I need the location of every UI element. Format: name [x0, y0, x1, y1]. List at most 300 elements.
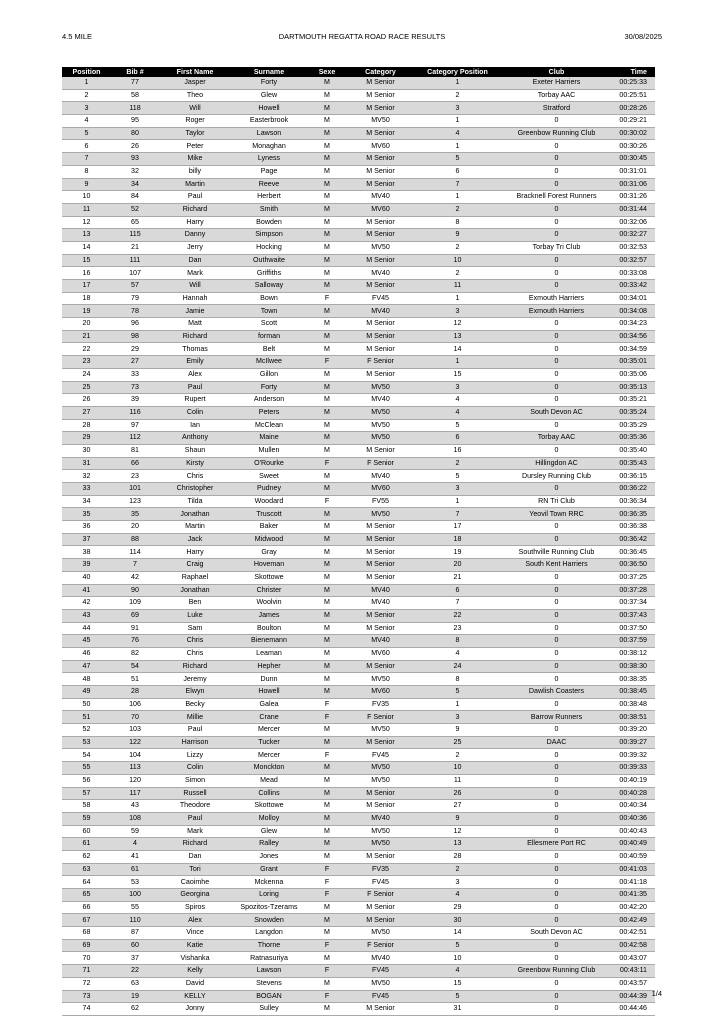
table-row: [62, 457, 655, 470]
club-cell: Greenbow Running Club: [501, 965, 612, 978]
category-cell: M Senior: [347, 546, 414, 559]
club-cell: Stratford: [501, 102, 612, 115]
category-position-cell: 11: [414, 280, 501, 293]
bib-cell: 29: [111, 343, 159, 356]
time-cell: 00:36:50: [612, 559, 655, 572]
bib-cell: 107: [111, 267, 159, 280]
surname-cell: Dunn: [231, 673, 307, 686]
bib-cell: 111: [111, 254, 159, 267]
sex-cell: F: [307, 939, 347, 952]
position-cell: 32: [62, 470, 111, 483]
table-row: [62, 508, 655, 521]
club-cell: Southville Running Club: [501, 546, 612, 559]
category-cell: MV60: [347, 483, 414, 496]
category-cell: MV50: [347, 673, 414, 686]
bib-cell: 76: [111, 635, 159, 648]
club-cell: 0: [501, 280, 612, 293]
surname-cell: Monaghan: [231, 140, 307, 153]
first-name-cell: Vishanka: [159, 952, 231, 965]
bib-cell: 65: [111, 216, 159, 229]
surname-cell: Peters: [231, 406, 307, 419]
category-cell: M Senior: [347, 850, 414, 863]
table-row: [62, 977, 655, 990]
category-position-cell: 2: [414, 863, 501, 876]
sex-cell: M: [307, 483, 347, 496]
club-cell: Dawlish Coasters: [501, 686, 612, 699]
position-cell: 9: [62, 178, 111, 191]
club-cell: 0: [501, 267, 612, 280]
table-row: [62, 952, 655, 965]
table-row: [62, 939, 655, 952]
surname-cell: Howell: [231, 102, 307, 115]
table-row: [62, 241, 655, 254]
table-row: [62, 546, 655, 559]
sex-cell: M: [307, 673, 347, 686]
sex-cell: F: [307, 495, 347, 508]
category-cell: M Senior: [347, 153, 414, 166]
position-cell: 28: [62, 419, 111, 432]
surname-cell: Spozitos-Tzerams: [231, 901, 307, 914]
category-position-cell: 5: [414, 470, 501, 483]
sex-cell: M: [307, 521, 347, 534]
sex-cell: F: [307, 749, 347, 762]
sex-cell: F: [307, 965, 347, 978]
bib-cell: 21: [111, 241, 159, 254]
surname-cell: Gray: [231, 546, 307, 559]
bib-cell: 78: [111, 305, 159, 318]
surname-cell: Herbert: [231, 191, 307, 204]
time-cell: 00:33:08: [612, 267, 655, 280]
time-cell: 00:35:36: [612, 432, 655, 445]
surname-cell: Reeve: [231, 178, 307, 191]
club-cell: 0: [501, 863, 612, 876]
category-cell: MV40: [347, 584, 414, 597]
bib-cell: 81: [111, 444, 159, 457]
time-cell: 00:37:34: [612, 597, 655, 610]
club-cell: Greenbow Running Club: [501, 127, 612, 140]
first-name-cell: Richard: [159, 330, 231, 343]
sex-cell: M: [307, 533, 347, 546]
club-cell: Dursley Running Club: [501, 470, 612, 483]
category-position-cell: 11: [414, 774, 501, 787]
category-position-cell: 5: [414, 939, 501, 952]
category-position-cell: 13: [414, 330, 501, 343]
club-cell: 0: [501, 914, 612, 927]
bib-cell: 112: [111, 432, 159, 445]
results-table: [62, 67, 655, 1016]
position-cell: 71: [62, 965, 111, 978]
time-cell: 00:35:01: [612, 356, 655, 369]
sex-cell: M: [307, 229, 347, 242]
position-cell: 33: [62, 483, 111, 496]
bib-cell: 35: [111, 508, 159, 521]
club-cell: 0: [501, 444, 612, 457]
position-cell: 22: [62, 343, 111, 356]
category-position-cell: 30: [414, 914, 501, 927]
bib-cell: 106: [111, 698, 159, 711]
bib-cell: 33: [111, 368, 159, 381]
category-position-cell: 1: [414, 495, 501, 508]
sex-cell: M: [307, 1003, 347, 1016]
surname-cell: Snowden: [231, 914, 307, 927]
category-cell: FV35: [347, 863, 414, 876]
position-cell: 72: [62, 977, 111, 990]
category-position-cell: 8: [414, 673, 501, 686]
surname-cell: Collins: [231, 787, 307, 800]
bib-cell: 54: [111, 660, 159, 673]
table-row: [62, 825, 655, 838]
surname-cell: McIlwee: [231, 356, 307, 369]
first-name-cell: Chris: [159, 635, 231, 648]
time-cell: 00:35:29: [612, 419, 655, 432]
first-name-cell: Alex: [159, 914, 231, 927]
sex-cell: F: [307, 698, 347, 711]
first-name-cell: Hannah: [159, 292, 231, 305]
category-cell: MV50: [347, 115, 414, 128]
time-cell: 00:31:44: [612, 203, 655, 216]
first-name-cell: Jasper: [159, 77, 231, 89]
club-cell: 0: [501, 622, 612, 635]
sex-cell: F: [307, 292, 347, 305]
club-cell: 0: [501, 597, 612, 610]
category-position-cell: 4: [414, 394, 501, 407]
category-position-cell: 4: [414, 889, 501, 902]
time-cell: 00:38:30: [612, 660, 655, 673]
surname-cell: Town: [231, 305, 307, 318]
bib-cell: 123: [111, 495, 159, 508]
category-position-cell: 5: [414, 419, 501, 432]
bib-cell: 93: [111, 153, 159, 166]
category-cell: MV50: [347, 977, 414, 990]
first-name-cell: Lizzy: [159, 749, 231, 762]
bib-cell: 97: [111, 419, 159, 432]
category-cell: MV40: [347, 597, 414, 610]
category-position-cell: 5: [414, 990, 501, 1003]
surname-cell: Forty: [231, 77, 307, 89]
time-cell: 00:36:15: [612, 470, 655, 483]
col-club-header: Club: [501, 67, 612, 77]
time-cell: 00:31:01: [612, 165, 655, 178]
club-cell: 0: [501, 381, 612, 394]
bib-cell: 108: [111, 812, 159, 825]
category-position-cell: 5: [414, 153, 501, 166]
category-cell: F Senior: [347, 711, 414, 724]
club-cell: Torbay AAC: [501, 89, 612, 102]
category-cell: M Senior: [347, 1003, 414, 1016]
col-category-header: Category: [347, 67, 414, 77]
table-row: [62, 381, 655, 394]
first-name-cell: Kelly: [159, 965, 231, 978]
sex-cell: M: [307, 432, 347, 445]
surname-cell: Mead: [231, 774, 307, 787]
category-cell: M Senior: [347, 901, 414, 914]
surname-cell: Galea: [231, 698, 307, 711]
table-row: [62, 203, 655, 216]
table-row: [62, 812, 655, 825]
position-cell: 44: [62, 622, 111, 635]
bib-cell: 39: [111, 394, 159, 407]
table-row: [62, 876, 655, 889]
first-name-cell: Harrison: [159, 736, 231, 749]
sex-cell: M: [307, 559, 347, 572]
category-cell: M Senior: [347, 914, 414, 927]
time-cell: 00:42:20: [612, 901, 655, 914]
first-name-cell: Paul: [159, 191, 231, 204]
category-position-cell: 6: [414, 165, 501, 178]
position-cell: 19: [62, 305, 111, 318]
category-position-cell: 7: [414, 178, 501, 191]
sex-cell: M: [307, 368, 347, 381]
surname-cell: Page: [231, 165, 307, 178]
club-cell: Exmouth Harriers: [501, 292, 612, 305]
category-position-cell: 7: [414, 508, 501, 521]
table-row: [62, 762, 655, 775]
event-distance: 4.5 MILE: [62, 32, 93, 41]
category-cell: MV40: [347, 191, 414, 204]
table-row: [62, 533, 655, 546]
category-position-cell: 24: [414, 660, 501, 673]
table-row: [62, 394, 655, 407]
table-row: [62, 292, 655, 305]
first-name-cell: Theo: [159, 89, 231, 102]
sex-cell: M: [307, 546, 347, 559]
position-cell: 48: [62, 673, 111, 686]
club-cell: 0: [501, 774, 612, 787]
surname-cell: Glew: [231, 825, 307, 838]
bib-cell: 120: [111, 774, 159, 787]
category-position-cell: 4: [414, 965, 501, 978]
club-cell: DAAC: [501, 736, 612, 749]
first-name-cell: KELLY: [159, 990, 231, 1003]
bib-cell: 113: [111, 762, 159, 775]
category-position-cell: 9: [414, 724, 501, 737]
first-name-cell: Rupert: [159, 394, 231, 407]
table-row: [62, 483, 655, 496]
table-row: [62, 368, 655, 381]
category-position-cell: 9: [414, 812, 501, 825]
position-cell: 39: [62, 559, 111, 572]
bib-cell: 51: [111, 673, 159, 686]
club-cell: 0: [501, 584, 612, 597]
bib-cell: 55: [111, 901, 159, 914]
category-cell: MV50: [347, 838, 414, 851]
sex-cell: M: [307, 609, 347, 622]
category-position-cell: 21: [414, 571, 501, 584]
position-cell: 38: [62, 546, 111, 559]
position-cell: 62: [62, 850, 111, 863]
first-name-cell: Martin: [159, 521, 231, 534]
club-cell: 0: [501, 977, 612, 990]
time-cell: 00:36:38: [612, 521, 655, 534]
club-cell: Yeovil Town RRC: [501, 508, 612, 521]
sex-cell: F: [307, 889, 347, 902]
surname-cell: Gillon: [231, 368, 307, 381]
category-cell: MV40: [347, 635, 414, 648]
category-cell: F Senior: [347, 889, 414, 902]
sex-cell: M: [307, 343, 347, 356]
time-cell: 00:40:43: [612, 825, 655, 838]
position-cell: 16: [62, 267, 111, 280]
position-cell: 68: [62, 927, 111, 940]
surname-cell: Woodard: [231, 495, 307, 508]
bib-cell: 91: [111, 622, 159, 635]
category-cell: M Senior: [347, 368, 414, 381]
surname-cell: Easterbrook: [231, 115, 307, 128]
table-row: [62, 698, 655, 711]
time-cell: 00:32:53: [612, 241, 655, 254]
time-cell: 00:39:27: [612, 736, 655, 749]
category-position-cell: 3: [414, 483, 501, 496]
first-name-cell: Simon: [159, 774, 231, 787]
bib-cell: 61: [111, 863, 159, 876]
bib-cell: 104: [111, 749, 159, 762]
category-cell: M Senior: [347, 229, 414, 242]
category-cell: M Senior: [347, 609, 414, 622]
position-cell: 4: [62, 115, 111, 128]
first-name-cell: Spiros: [159, 901, 231, 914]
surname-cell: Sulley: [231, 1003, 307, 1016]
category-position-cell: 15: [414, 977, 501, 990]
position-cell: 31: [62, 457, 111, 470]
category-cell: MV60: [347, 140, 414, 153]
sex-cell: M: [307, 901, 347, 914]
position-cell: 69: [62, 939, 111, 952]
position-cell: 52: [62, 724, 111, 737]
category-position-cell: 8: [414, 635, 501, 648]
time-cell: 00:42:58: [612, 939, 655, 952]
time-cell: 00:31:06: [612, 178, 655, 191]
time-cell: 00:38:45: [612, 686, 655, 699]
surname-cell: Ralley: [231, 838, 307, 851]
sex-cell: M: [307, 470, 347, 483]
sex-cell: M: [307, 127, 347, 140]
first-name-cell: Jack: [159, 533, 231, 546]
category-position-cell: 1: [414, 191, 501, 204]
table-row: [62, 838, 655, 851]
first-name-cell: Mark: [159, 825, 231, 838]
sex-cell: M: [307, 597, 347, 610]
bib-cell: 101: [111, 483, 159, 496]
table-row: [62, 89, 655, 102]
club-cell: 0: [501, 483, 612, 496]
category-cell: M Senior: [347, 787, 414, 800]
category-position-cell: 10: [414, 254, 501, 267]
position-cell: 5: [62, 127, 111, 140]
table-row: [62, 660, 655, 673]
category-position-cell: 10: [414, 952, 501, 965]
col-sex-header: Sexe: [307, 67, 347, 77]
position-cell: 65: [62, 889, 111, 902]
time-cell: 00:35:24: [612, 406, 655, 419]
category-cell: M Senior: [347, 178, 414, 191]
position-cell: 53: [62, 736, 111, 749]
surname-cell: Hoveman: [231, 559, 307, 572]
category-cell: M Senior: [347, 102, 414, 115]
time-cell: 00:37:50: [612, 622, 655, 635]
surname-cell: Ratnasuriya: [231, 952, 307, 965]
club-cell: Torbay Tri Club: [501, 241, 612, 254]
bib-cell: 37: [111, 952, 159, 965]
category-cell: MV50: [347, 774, 414, 787]
table-row: [62, 330, 655, 343]
sex-cell: M: [307, 952, 347, 965]
surname-cell: Pudney: [231, 483, 307, 496]
category-position-cell: 2: [414, 267, 501, 280]
sex-cell: M: [307, 838, 347, 851]
position-cell: 17: [62, 280, 111, 293]
first-name-cell: Will: [159, 102, 231, 115]
surname-cell: Stevens: [231, 977, 307, 990]
time-cell: 00:25:33: [612, 77, 655, 89]
sex-cell: M: [307, 267, 347, 280]
table-row: [62, 280, 655, 293]
club-cell: 0: [501, 724, 612, 737]
first-name-cell: Russell: [159, 787, 231, 800]
first-name-cell: Elwyn: [159, 686, 231, 699]
bib-cell: 117: [111, 787, 159, 800]
sex-cell: M: [307, 850, 347, 863]
club-cell: South Kent Harriers: [501, 559, 612, 572]
time-cell: 00:40:36: [612, 812, 655, 825]
position-cell: 7: [62, 153, 111, 166]
table-row: [62, 914, 655, 927]
time-cell: 00:35:06: [612, 368, 655, 381]
table-row: [62, 254, 655, 267]
sex-cell: M: [307, 178, 347, 191]
position-cell: 26: [62, 394, 111, 407]
position-cell: 55: [62, 762, 111, 775]
bib-cell: 28: [111, 686, 159, 699]
bib-cell: 69: [111, 609, 159, 622]
table-row: [62, 153, 655, 166]
table-row: [62, 800, 655, 813]
time-cell: 00:25:51: [612, 89, 655, 102]
time-cell: 00:29:21: [612, 115, 655, 128]
category-cell: F Senior: [347, 939, 414, 952]
club-cell: Bracknell Forest Runners: [501, 191, 612, 204]
category-position-cell: 6: [414, 584, 501, 597]
category-cell: M Senior: [347, 571, 414, 584]
category-position-cell: 1: [414, 356, 501, 369]
sex-cell: M: [307, 305, 347, 318]
position-cell: 25: [62, 381, 111, 394]
category-cell: M Senior: [347, 318, 414, 331]
bib-cell: 26: [111, 140, 159, 153]
category-position-cell: 7: [414, 597, 501, 610]
surname-cell: Baker: [231, 521, 307, 534]
sex-cell: M: [307, 774, 347, 787]
time-cell: 00:33:42: [612, 280, 655, 293]
club-cell: 0: [501, 952, 612, 965]
time-cell: 00:28:26: [612, 102, 655, 115]
sex-cell: M: [307, 977, 347, 990]
bib-cell: 34: [111, 178, 159, 191]
first-name-cell: Becky: [159, 698, 231, 711]
category-cell: M Senior: [347, 165, 414, 178]
position-cell: 14: [62, 241, 111, 254]
surname-cell: Hepher: [231, 660, 307, 673]
time-cell: 00:36:35: [612, 508, 655, 521]
club-cell: 0: [501, 318, 612, 331]
bib-cell: 62: [111, 1003, 159, 1016]
sex-cell: M: [307, 444, 347, 457]
surname-cell: Tucker: [231, 736, 307, 749]
surname-cell: Mckenna: [231, 876, 307, 889]
time-cell: 00:43:57: [612, 977, 655, 990]
bib-cell: 82: [111, 647, 159, 660]
first-name-cell: Katie: [159, 939, 231, 952]
first-name-cell: Emily: [159, 356, 231, 369]
